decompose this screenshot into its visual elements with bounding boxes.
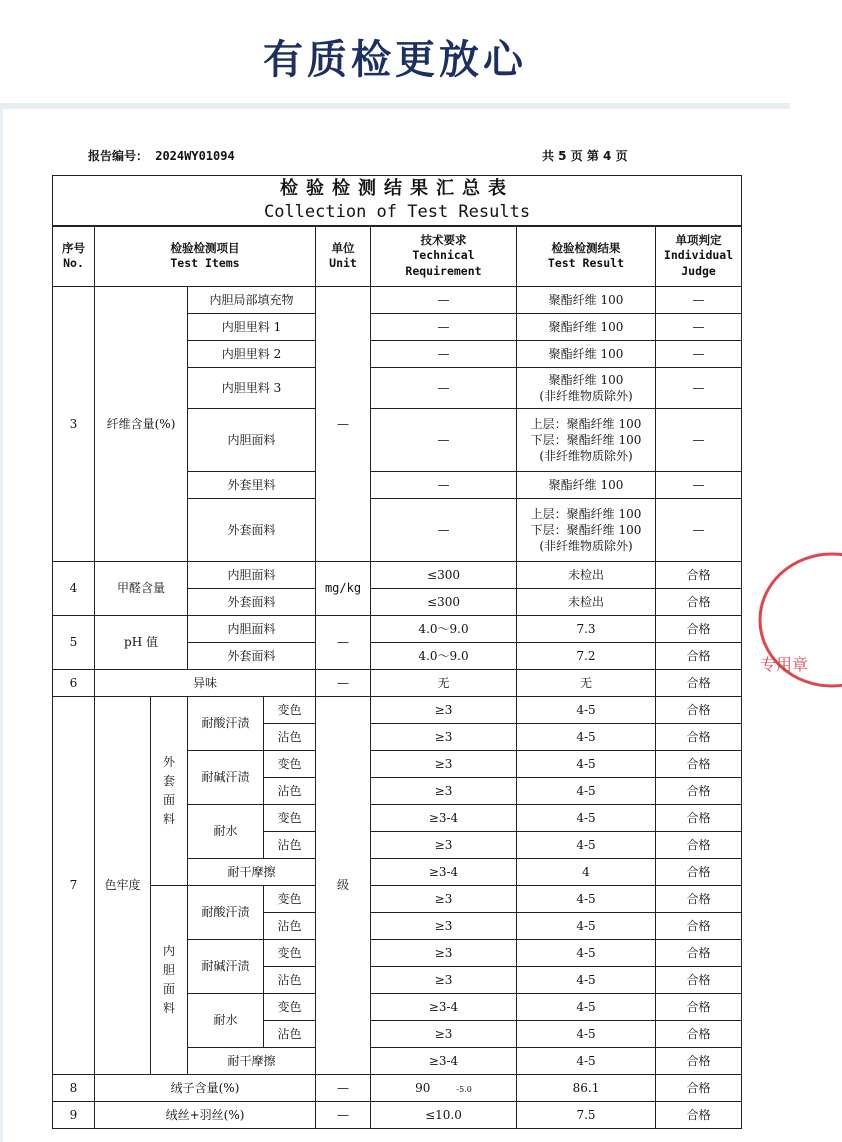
item-result: 4-5 (517, 751, 656, 778)
item-requirement: 无 (371, 670, 517, 697)
item-part: 内胆面料 (188, 562, 316, 589)
item-result: 4-5 (517, 778, 656, 805)
item-result: 4-5 (517, 886, 656, 913)
item-result: 4-5 (517, 697, 656, 724)
item-result: 4-5 (517, 994, 656, 1021)
requirement-value: 90 (415, 1080, 431, 1095)
item-requirement: ≥3 (371, 913, 517, 940)
outer-fabric-label (151, 697, 188, 886)
item-result: 86.1 (517, 1075, 656, 1102)
item-result: 聚酯纤维 100 (517, 472, 656, 499)
item-result: 4-5 (517, 913, 656, 940)
item-part: 外套面料 (188, 589, 316, 616)
vertical-char: 胆 (162, 962, 175, 977)
item-no: 9 (53, 1102, 95, 1129)
item-result: 聚酯纤维 100 (517, 314, 656, 341)
vertical-char: 面 (162, 793, 175, 807)
test-alkali-sweat: 耐碱汗渍 (188, 751, 264, 805)
item-judge: 合格 (656, 805, 742, 832)
sub-stain: 沾色 (264, 724, 316, 751)
test-water: 耐水 (188, 994, 264, 1048)
item-requirement: ≤300 (371, 562, 517, 589)
item-requirement: — (371, 341, 517, 368)
test-acid-sweat: 耐酸汗渍 (188, 697, 264, 751)
item-judge: — (656, 341, 742, 368)
item-requirement: — (371, 472, 517, 499)
item-requirement: ≥3 (371, 1021, 517, 1048)
item-judge: 合格 (656, 886, 742, 913)
caption-en: Collection of Test Results (263, 201, 531, 222)
item-part: 内胆局部填充物 (188, 287, 316, 314)
item-judge: — (656, 499, 742, 562)
item-judge: 合格 (656, 967, 742, 994)
header-row (53, 226, 742, 287)
results-table (52, 175, 742, 1129)
item-part: 外套里料 (188, 472, 316, 499)
table-row (53, 562, 742, 589)
item-requirement: — (371, 287, 517, 314)
test-dry-rub: 耐干摩擦 (188, 859, 316, 886)
header-items: 检验检测项目 Test Items (95, 226, 316, 287)
item-unit: — (316, 287, 371, 562)
item-requirement: ≥3-4 (371, 994, 517, 1021)
table-row (53, 287, 742, 314)
test-acid-sweat: 耐酸汗渍 (188, 886, 264, 940)
item-name: 色牢度 (95, 697, 151, 1075)
item-judge: 合格 (656, 670, 742, 697)
item-requirement: ≥3 (371, 751, 517, 778)
item-no: 3 (53, 287, 95, 562)
sub-stain: 沾色 (264, 913, 316, 940)
item-part: 内胆里料 3 (188, 368, 316, 409)
item-name: 绒子含量(%) (95, 1075, 316, 1102)
item-judge: 合格 (656, 778, 742, 805)
item-result: 4-5 (517, 805, 656, 832)
item-result: 未检出 (517, 589, 656, 616)
header-unit: 单位 Unit (316, 226, 371, 287)
header-result: 检验检测结果 Test Result (517, 226, 656, 287)
item-no: 8 (53, 1075, 95, 1102)
item-result: 4-5 (517, 724, 656, 751)
item-result: 4 (517, 859, 656, 886)
item-requirement: 4.0～9.0 (371, 616, 517, 643)
item-result: 聚酯纤维 100 (非纤维物质除外) (517, 368, 656, 409)
item-judge: — (656, 287, 742, 314)
item-part: 外套面料 (188, 643, 316, 670)
caption-zh: 检验检测结果汇总表 (280, 177, 515, 199)
item-requirement: ≥3 (371, 778, 517, 805)
item-requirement: — (371, 368, 517, 409)
header-judge: 单项判定 Individual Judge (656, 226, 742, 287)
item-judge: 合格 (656, 940, 742, 967)
item-judge: 合格 (656, 1021, 742, 1048)
header-no: 序号 No. (53, 226, 95, 287)
item-part: 内胆面料 (188, 409, 316, 472)
sub-change: 变色 (264, 751, 316, 778)
item-requirement (371, 1075, 517, 1102)
item-no: 5 (53, 616, 95, 670)
item-judge: 合格 (656, 994, 742, 1021)
sub-stain: 沾色 (264, 967, 316, 994)
page-title: 有质检更放心 (263, 37, 527, 83)
item-requirement: ≤300 (371, 589, 517, 616)
seal-text: 专用章 (760, 655, 809, 674)
sub-stain: 沾色 (264, 1021, 316, 1048)
item-part: 内胆面料 (188, 616, 316, 643)
vertical-char: 面 (162, 982, 175, 996)
item-unit: — (316, 1075, 371, 1102)
item-name: 纤维含量(%) (95, 287, 188, 562)
item-requirement: ≥3-4 (371, 859, 517, 886)
item-judge: 合格 (656, 1048, 742, 1075)
item-result: 4-5 (517, 1048, 656, 1075)
item-judge: 合格 (656, 832, 742, 859)
vertical-char: 外 (162, 754, 175, 769)
table-row (53, 1075, 742, 1102)
item-requirement: — (371, 499, 517, 562)
sub-change: 变色 (264, 994, 316, 1021)
item-judge: 合格 (656, 562, 742, 589)
item-name: 异味 (95, 670, 316, 697)
item-result: 4-5 (517, 940, 656, 967)
item-judge: 合格 (656, 1102, 742, 1129)
item-unit: 级 (316, 697, 371, 1075)
item-requirement: — (371, 409, 517, 472)
item-requirement: ≥3 (371, 724, 517, 751)
item-part: 外套面料 (188, 499, 316, 562)
table-row (53, 616, 742, 643)
item-requirement: ≤10.0 (371, 1102, 517, 1129)
page-info: 共 5 页 第 4 页 (542, 149, 628, 163)
item-result: 上层：聚酯纤维 100 下层：聚酯纤维 100 (非纤维物质除外) (517, 409, 656, 472)
item-judge: — (656, 409, 742, 472)
item-requirement: ≥3-4 (371, 805, 517, 832)
item-unit: — (316, 670, 371, 697)
item-result: 4-5 (517, 832, 656, 859)
table-row (53, 670, 742, 697)
item-requirement: ≥3 (371, 886, 517, 913)
vertical-char: 内 (162, 943, 175, 958)
sub-change: 变色 (264, 886, 316, 913)
item-result: 4-5 (517, 967, 656, 994)
item-result: 无 (517, 670, 656, 697)
item-result: 聚酯纤维 100 (517, 287, 656, 314)
table-row (53, 1102, 742, 1129)
item-judge: 合格 (656, 589, 742, 616)
item-no: 7 (53, 697, 95, 1075)
sub-change: 变色 (264, 697, 316, 724)
item-requirement: ≥3 (371, 697, 517, 724)
test-dry-rub: 耐干摩擦 (188, 1048, 316, 1075)
inner-fabric-label (151, 886, 188, 1075)
item-unit: mg/kg (316, 562, 371, 616)
report-number: 报告编号： 2024WY01094 (88, 149, 235, 163)
vertical-char: 套 (162, 773, 175, 788)
item-judge: 合格 (656, 697, 742, 724)
header-requirement: 技术要求 Technical Requirement (371, 226, 517, 287)
item-result: 上层：聚酯纤维 100 下层：聚酯纤维 100 (非纤维物质除外) (517, 499, 656, 562)
test-alkali-sweat: 耐碱汗渍 (188, 940, 264, 994)
requirement-tolerance: -5.0 (456, 1084, 472, 1094)
item-requirement: 4.0～9.0 (371, 643, 517, 670)
item-result: 聚酯纤维 100 (517, 341, 656, 368)
item-judge: 合格 (656, 616, 742, 643)
page-header (0, 0, 790, 103)
header-divider (0, 103, 790, 109)
sub-change: 变色 (264, 805, 316, 832)
item-no: 4 (53, 562, 95, 616)
item-judge: — (656, 368, 742, 409)
item-judge: 合格 (656, 751, 742, 778)
sub-stain: 沾色 (264, 778, 316, 805)
table-row (53, 697, 742, 724)
item-part: 内胆里料 2 (188, 341, 316, 368)
vertical-char: 料 (162, 1001, 175, 1016)
left-border (0, 103, 3, 1142)
item-requirement: ≥3 (371, 967, 517, 994)
item-part: 内胆里料 1 (188, 314, 316, 341)
item-result: 7.2 (517, 643, 656, 670)
item-name: 甲醛含量 (95, 562, 188, 616)
item-no: 6 (53, 670, 95, 697)
item-requirement: ≥3 (371, 832, 517, 859)
item-judge: 合格 (656, 1075, 742, 1102)
item-name: 绒丝+羽丝(%) (95, 1102, 316, 1129)
item-name: pH 值 (95, 616, 188, 670)
item-requirement: ≥3-4 (371, 1048, 517, 1075)
item-judge: 合格 (656, 643, 742, 670)
item-result: 7.5 (517, 1102, 656, 1129)
item-judge: 合格 (656, 859, 742, 886)
item-result: 4-5 (517, 1021, 656, 1048)
test-water: 耐水 (188, 805, 264, 859)
sub-stain: 沾色 (264, 832, 316, 859)
item-judge: — (656, 472, 742, 499)
item-unit: — (316, 1102, 371, 1129)
item-judge: 合格 (656, 724, 742, 751)
item-judge: — (656, 314, 742, 341)
item-judge: 合格 (656, 913, 742, 940)
item-requirement: ≥3 (371, 940, 517, 967)
table-row (53, 886, 742, 913)
table-caption-row (53, 176, 742, 226)
item-unit: — (316, 616, 371, 670)
item-requirement: — (371, 314, 517, 341)
item-result: 未检出 (517, 562, 656, 589)
official-seal (752, 550, 842, 700)
item-result: 7.3 (517, 616, 656, 643)
vertical-char: 料 (162, 812, 175, 827)
sub-change: 变色 (264, 940, 316, 967)
